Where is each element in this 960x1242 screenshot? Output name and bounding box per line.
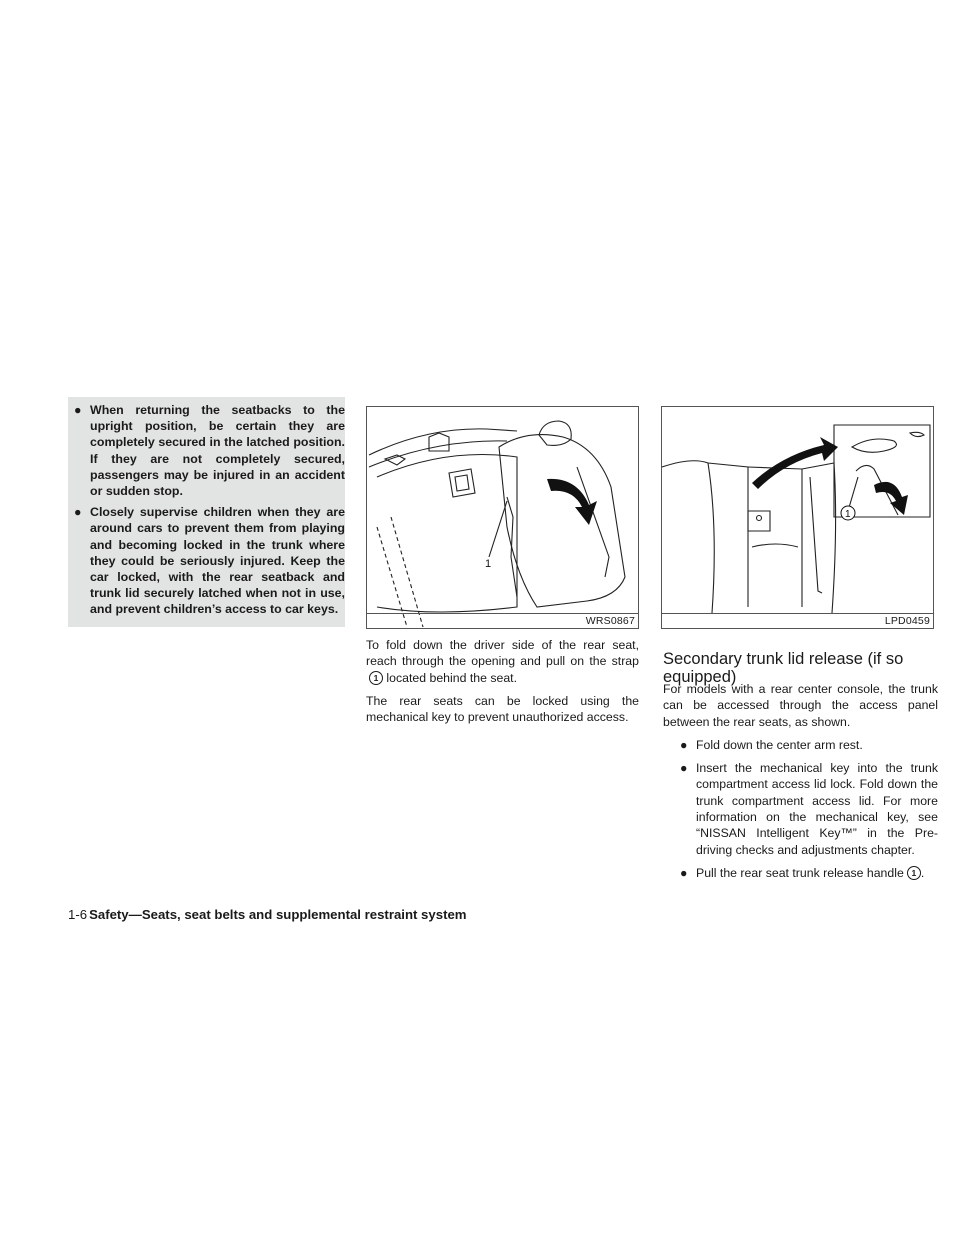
list-item: [663, 865, 938, 881]
list-text: Pull the rear seat trunk release handle: [696, 865, 904, 880]
figure-divider: [662, 613, 933, 614]
middle-column: [366, 637, 639, 732]
warning-item: [74, 504, 345, 617]
bullet-icon: ●: [680, 865, 688, 880]
callout-number: 1: [485, 558, 492, 570]
figure-code: LPD0459: [884, 615, 930, 627]
list-item: [663, 760, 938, 858]
paragraph: The rear seats can be locked using the mechanical key to prevent unauthorized access.: [366, 693, 639, 725]
list-text: .: [920, 865, 925, 880]
list-text: Fold down the center arm rest.: [696, 737, 863, 752]
list-text: Insert the mechanical key into the trunk compartment access lid lock. Fold down the trunk compartment access lid. For more information on the mechanical key, see “NISSAN Intelligent Key™” in the Pre-driving checks and adjustments chapter.: [696, 761, 938, 857]
figure-code: WRS0867: [585, 615, 635, 627]
trunk-access-drawing: [662, 407, 933, 628]
rear-seat-fold-illustration: [366, 406, 639, 629]
paragraph: For models with a rear center console, the trunk can be accessed through the access panel between the rear seats, as shown.: [663, 682, 938, 729]
bullet-icon: ●: [680, 737, 688, 752]
warning-text: When returning the seatbacks to the upright position, be certain they are completely secured in the latched position. If they are not completely secured, passengers may be injured in an accident or sudden stop.: [90, 403, 345, 499]
bullet-icon: ●: [74, 403, 82, 417]
warning-text: Closely supervise children when they are around cars to prevent them from playing and becoming locked in the trunk where they could be seriously injured. Keep the car locked, with the rear seatback and trunk lid securely latched when not in use, and prevent children’s access to car keys.: [90, 505, 345, 617]
paragraph-text: located behind the seat.: [386, 670, 518, 685]
right-column: [663, 681, 938, 888]
paragraph-text: To fold down the driver side of the rear seat, reach through the opening and pull on the strap: [366, 638, 639, 669]
bullet-icon: ●: [680, 761, 688, 776]
callout-number: 1: [845, 509, 851, 520]
warning-item: [74, 402, 345, 499]
page-number: 1-6: [68, 907, 88, 922]
trunk-access-illustration: [661, 406, 934, 629]
paragraph: [366, 637, 639, 686]
bullet-icon: ●: [74, 505, 82, 520]
warning-box: [68, 397, 345, 627]
figure-divider: [367, 613, 638, 614]
chapter-title: Safety—Seats, seat belts and supplemental restraint system: [89, 907, 467, 922]
callout-marker: 1: [369, 671, 383, 685]
rear-seat-drawing: [367, 407, 638, 628]
callout-marker: 1: [907, 866, 921, 880]
section-heading: Secondary trunk lid release (if so equipped): [663, 649, 904, 687]
list-item: [663, 737, 938, 753]
page-footer: [68, 907, 467, 923]
